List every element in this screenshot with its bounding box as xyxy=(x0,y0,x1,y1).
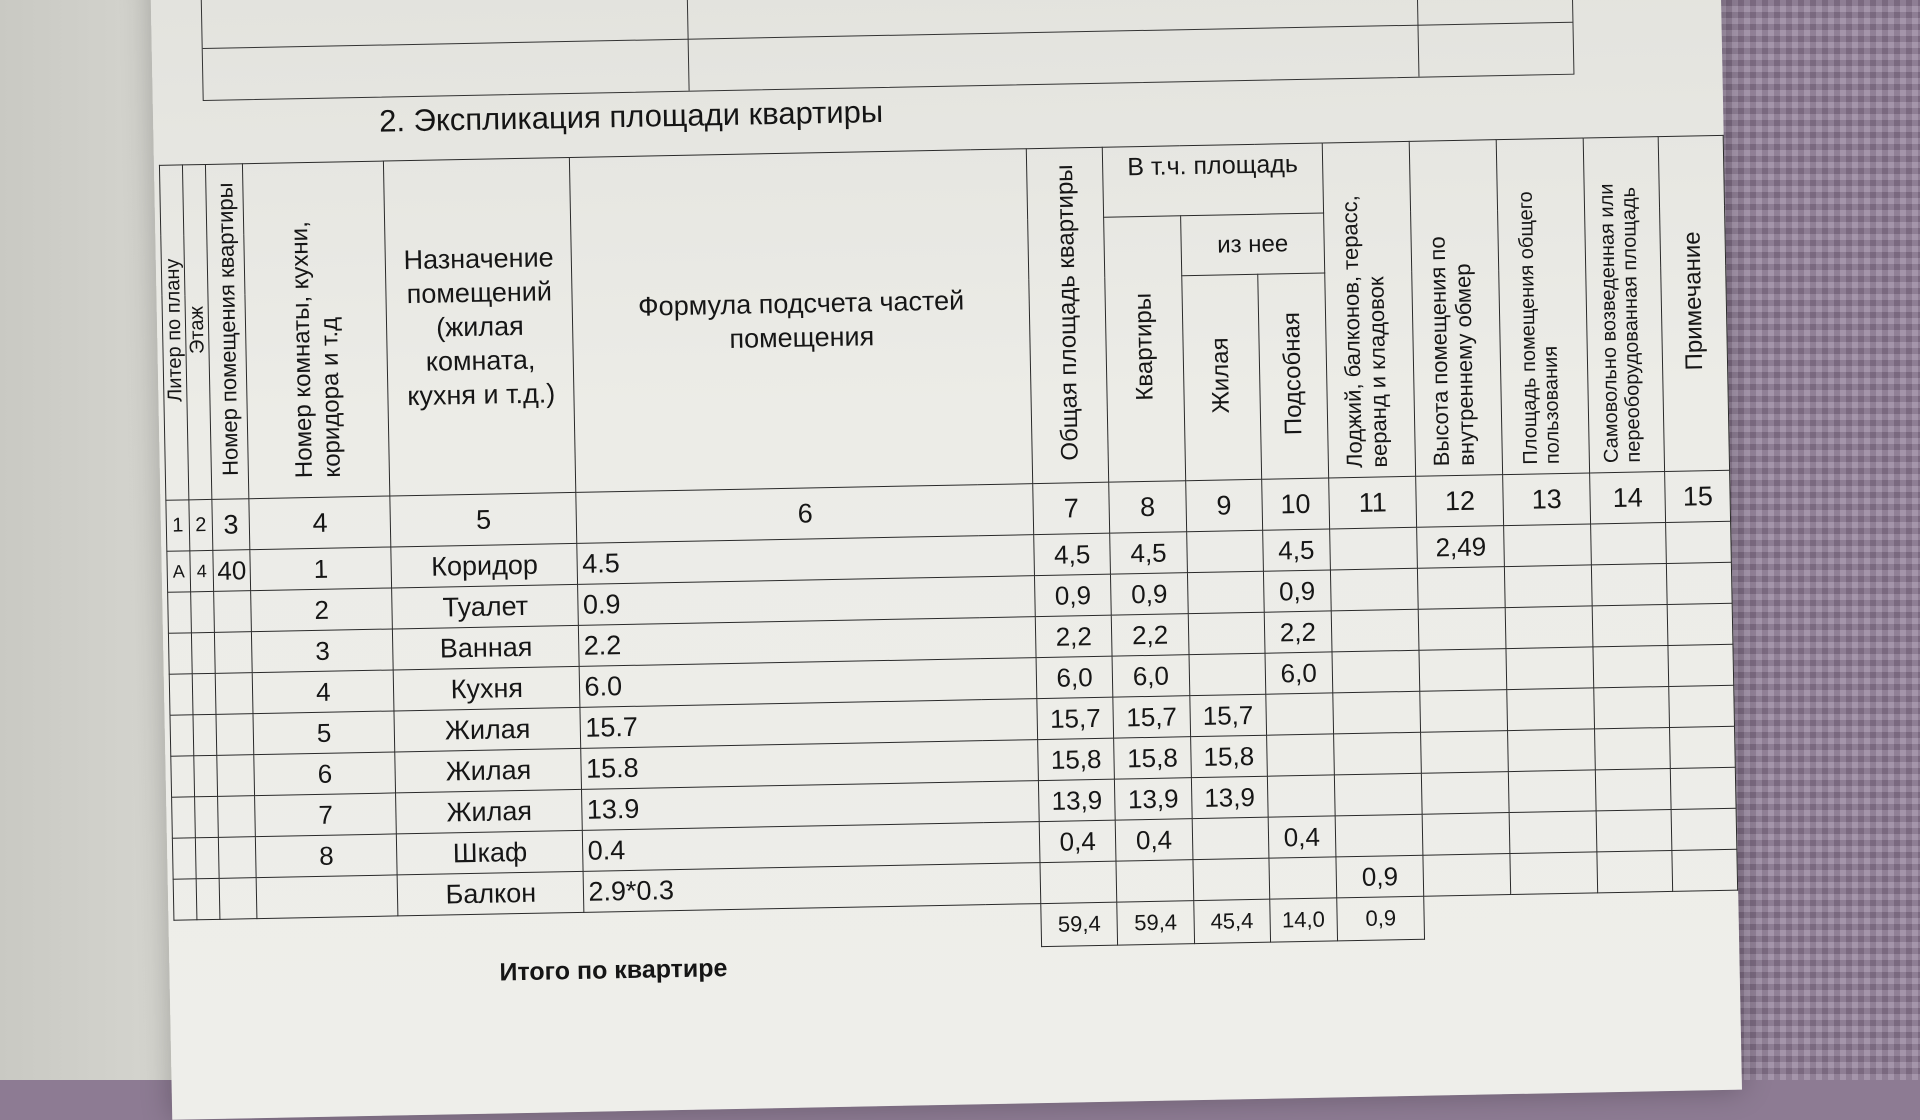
col-num: 14 xyxy=(1589,472,1666,524)
cell-room-number: 5 xyxy=(253,711,395,755)
cell-height xyxy=(1421,731,1509,774)
totals-label: Итого по квартире xyxy=(499,954,728,987)
cell-auxiliary-area: 6,0 xyxy=(1265,652,1333,694)
col-num: 1 xyxy=(166,500,190,551)
cell-unauthorized xyxy=(1594,686,1670,728)
header-subgroup: из нее xyxy=(1181,213,1325,276)
header-auxiliary: Подсобная xyxy=(1257,273,1328,479)
cell-living-area xyxy=(1187,530,1263,572)
cell-common xyxy=(1506,647,1593,690)
cell-formula: 2.2 xyxy=(579,617,1037,667)
cell-note xyxy=(1667,562,1732,604)
cell-floor xyxy=(191,591,215,632)
cell-floor xyxy=(192,673,216,714)
cell-unauthorized xyxy=(1593,645,1669,687)
cell-formula: 13.9 xyxy=(582,781,1040,831)
cell-floor xyxy=(193,714,217,755)
total-area-sum: 59,4 xyxy=(1041,902,1117,946)
cell-formula: 15.7 xyxy=(580,699,1038,749)
col-num: 10 xyxy=(1261,478,1329,530)
cell-note xyxy=(1672,808,1737,850)
cell-apartment xyxy=(218,796,256,838)
cell-apartment xyxy=(219,878,257,920)
cell-auxiliary-area: 0,4 xyxy=(1268,816,1336,858)
cell-room-name: Жилая xyxy=(395,748,582,793)
cell-liter xyxy=(171,756,195,797)
cell-apartment-area: 2,2 xyxy=(1111,614,1189,656)
living-area-sum: 45,4 xyxy=(1194,899,1270,943)
header-total-area: Общая площадь квартиры xyxy=(1027,147,1109,483)
cell-room-number: 2 xyxy=(251,588,393,632)
cell-unauthorized xyxy=(1591,563,1667,605)
cell-total-area: 13,9 xyxy=(1039,779,1115,821)
cell-apartment-area: 6,0 xyxy=(1112,655,1190,697)
cell-height xyxy=(1423,854,1511,897)
cell-apartment xyxy=(214,632,252,674)
balcony-area-sum: 0,9 xyxy=(1337,896,1425,941)
cell-balcony-area xyxy=(1332,650,1420,693)
document-page xyxy=(150,0,1742,1120)
cell-living-area xyxy=(1189,653,1265,695)
cell-unauthorized xyxy=(1590,522,1666,564)
cell-floor xyxy=(196,878,220,919)
cell-total-area: 0,4 xyxy=(1040,820,1116,862)
cell-apartment-area: 0,9 xyxy=(1110,573,1188,615)
col-num: 13 xyxy=(1503,473,1590,526)
col-num: 4 xyxy=(249,496,391,550)
header-common-area: Площадь помещения общего пользования xyxy=(1497,138,1590,475)
col-num: 12 xyxy=(1416,475,1504,528)
cell-formula: 0.4 xyxy=(583,822,1041,872)
cell-floor xyxy=(195,796,219,837)
cell-room-number: 6 xyxy=(254,752,396,796)
previous-table-fragment xyxy=(200,0,1574,101)
cell-common xyxy=(1510,811,1597,854)
cell-total-area: 4,5 xyxy=(1034,533,1110,575)
cell-liter xyxy=(172,838,196,879)
cell-auxiliary-area xyxy=(1267,775,1335,817)
cell-balcony-area xyxy=(1334,732,1422,775)
col-num: 3 xyxy=(212,499,250,551)
header-group-area: В т.ч. площадь xyxy=(1102,143,1324,217)
col-num: 11 xyxy=(1329,476,1417,529)
cell-balcony-area xyxy=(1331,609,1419,652)
cell-height xyxy=(1420,690,1508,733)
cell-room-number: 7 xyxy=(255,793,397,837)
cell-floor xyxy=(194,755,218,796)
cell-apartment xyxy=(216,714,254,756)
header-unauthorized-area: Самовольно возведенная или переоборудованная площадь xyxy=(1583,137,1665,473)
cell-room-number xyxy=(256,875,398,919)
cell-common xyxy=(1508,729,1595,772)
cell-common xyxy=(1504,524,1591,567)
cell-formula: 4.5 xyxy=(577,535,1035,585)
cell-formula: 0.9 xyxy=(578,576,1036,626)
cell-balcony-area xyxy=(1334,773,1422,816)
header-formula: Формула подсчета частей помещения xyxy=(570,149,1033,493)
cell-formula: 2.9*0.3 xyxy=(584,863,1042,913)
cell-note xyxy=(1671,767,1736,809)
cell-auxiliary-area xyxy=(1266,734,1334,776)
header-apartment-area: Квартиры xyxy=(1103,216,1185,482)
cell-height xyxy=(1418,608,1506,651)
cell-apartment-area: 15,8 xyxy=(1113,737,1191,779)
cell-room-name: Туалет xyxy=(392,584,579,629)
cell-liter xyxy=(168,633,192,674)
cell-room-name: Жилая xyxy=(394,707,581,752)
cell-unauthorized xyxy=(1595,768,1671,810)
cell-total-area: 15,7 xyxy=(1037,697,1113,739)
cell-apartment-area: 15,7 xyxy=(1113,696,1191,738)
cell-common xyxy=(1506,606,1593,649)
cell-apartment: 40 xyxy=(213,550,251,592)
cell-liter xyxy=(170,715,194,756)
cell-apartment-area: 4,5 xyxy=(1110,532,1188,574)
cell-room-name: Ванная xyxy=(393,625,580,670)
col-num: 8 xyxy=(1109,481,1187,533)
cell-apartment xyxy=(218,837,256,879)
cell-apartment xyxy=(215,673,253,715)
col-num: 2 xyxy=(189,499,213,550)
cell-liter xyxy=(168,592,192,633)
cell-common xyxy=(1509,770,1596,813)
cell-floor: 4 xyxy=(190,550,214,591)
col-num: 15 xyxy=(1665,470,1730,522)
cell-height xyxy=(1422,772,1510,815)
cell-balcony-area xyxy=(1330,568,1418,611)
cell-total-area: 2,2 xyxy=(1036,615,1112,657)
header-living: Жилая xyxy=(1182,274,1261,480)
cell-living-area xyxy=(1193,858,1269,900)
cell-unauthorized xyxy=(1596,809,1672,851)
cell-apartment xyxy=(217,755,255,797)
cell-living-area xyxy=(1188,612,1264,654)
cell-note xyxy=(1668,603,1733,645)
section-title: 2. Экспликация площади квартиры xyxy=(378,93,884,139)
explication-table xyxy=(159,135,1739,964)
cell-balcony-area xyxy=(1335,814,1423,857)
cell-liter xyxy=(172,797,196,838)
cell-balcony-area xyxy=(1333,691,1421,734)
cell-liter: А xyxy=(167,551,191,592)
cell-height xyxy=(1422,813,1510,856)
cell-floor xyxy=(191,632,215,673)
cell-total-area xyxy=(1040,861,1116,903)
cell-room-number: 8 xyxy=(256,834,398,878)
cell-height: 2,49 xyxy=(1417,526,1505,569)
cell-living-area: 15,8 xyxy=(1191,735,1267,777)
cell-living-area: 15,7 xyxy=(1190,694,1266,736)
header-note: Примечание xyxy=(1659,135,1730,471)
header-room-purpose: Назначение помещений (жилая комната, кухня и т.д.) xyxy=(384,157,577,496)
cell-room-name: Коридор xyxy=(391,543,578,588)
cell-note xyxy=(1672,849,1737,891)
cell-room-name: Кухня xyxy=(393,666,580,711)
cell-formula: 6.0 xyxy=(580,658,1038,708)
cell-unauthorized xyxy=(1597,850,1673,892)
cell-note xyxy=(1668,644,1733,686)
cell-total-area: 0,9 xyxy=(1035,574,1111,616)
cell-room-number: 4 xyxy=(252,670,394,714)
apartment-area-sum: 59,4 xyxy=(1117,901,1195,945)
cell-room-name: Балкон xyxy=(397,871,584,916)
cell-apartment-area: 13,9 xyxy=(1114,778,1192,820)
header-height: Высота помещения по внутреннему обмер xyxy=(1409,140,1503,477)
cell-note xyxy=(1669,685,1734,727)
col-num: 9 xyxy=(1186,479,1262,531)
cell-common xyxy=(1507,688,1594,731)
cell-balcony-area: 0,9 xyxy=(1336,855,1424,898)
cell-apartment-area xyxy=(1116,860,1194,902)
cell-auxiliary-area xyxy=(1268,857,1336,899)
cell-apartment xyxy=(214,591,252,633)
cell-height xyxy=(1419,649,1507,692)
cell-unauthorized xyxy=(1594,727,1670,769)
col-num: 5 xyxy=(390,492,577,547)
cell-apartment-area: 0,4 xyxy=(1115,819,1193,861)
col-num: 6 xyxy=(576,484,1034,544)
cell-common xyxy=(1505,565,1592,608)
cell-formula: 15.8 xyxy=(581,740,1039,790)
cell-floor xyxy=(195,837,219,878)
header-floor: Этаж xyxy=(182,164,211,499)
col-num: 7 xyxy=(1033,482,1109,534)
cell-room-name: Жилая xyxy=(396,789,583,834)
cell-height xyxy=(1418,567,1506,610)
cell-liter xyxy=(169,674,193,715)
header-liter: Литер по плану xyxy=(159,165,188,500)
cell-auxiliary-area xyxy=(1265,693,1333,735)
cell-auxiliary-area: 0,9 xyxy=(1263,570,1331,612)
cell-total-area: 6,0 xyxy=(1036,656,1112,698)
fabric-background xyxy=(1720,0,1920,1080)
header-room-number: Номер комнаты, кухни, коридора и т.д xyxy=(243,161,390,499)
cell-living-area xyxy=(1192,817,1268,859)
cell-room-number: 1 xyxy=(250,547,392,591)
header-row-1 xyxy=(159,135,1724,235)
cell-note xyxy=(1670,726,1735,768)
cell-auxiliary-area: 2,2 xyxy=(1264,611,1332,653)
cell-note xyxy=(1666,521,1731,563)
cell-living-area xyxy=(1188,571,1264,613)
header-apartment-number: Номер помещения квартиры xyxy=(205,164,249,500)
auxiliary-area-sum: 14,0 xyxy=(1269,898,1337,942)
cell-liter xyxy=(173,879,197,920)
cell-balcony-area xyxy=(1330,527,1418,570)
cell-unauthorized xyxy=(1592,604,1668,646)
cell-total-area: 15,8 xyxy=(1038,738,1114,780)
cell-living-area: 13,9 xyxy=(1191,776,1267,818)
cell-common xyxy=(1510,852,1597,895)
cell-auxiliary-area: 4,5 xyxy=(1262,529,1330,571)
cell-room-number: 3 xyxy=(252,629,394,673)
header-balconies: Лоджий, балконов, терасс, веранд и кладовок xyxy=(1322,141,1416,478)
cell-room-name: Шкаф xyxy=(397,830,584,875)
